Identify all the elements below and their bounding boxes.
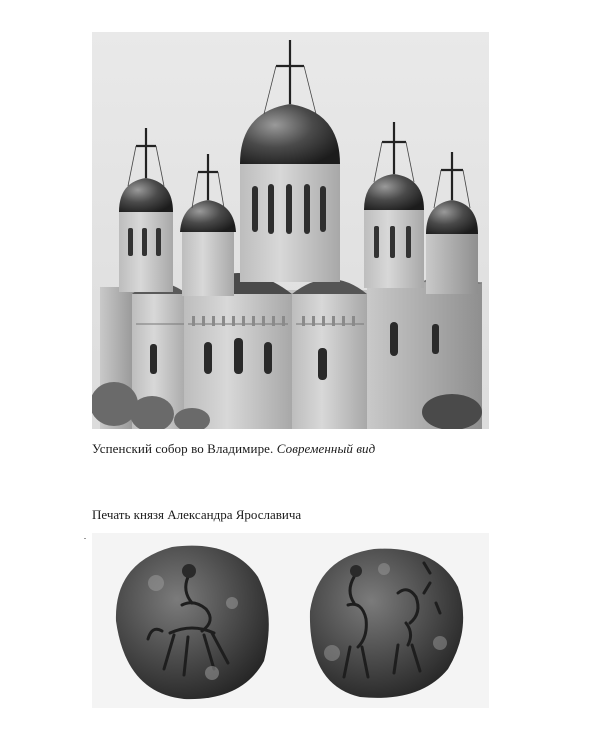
seal-reverse <box>310 549 463 698</box>
caption-main-text: Успенский собор во Владимире. <box>92 441 274 456</box>
cathedral-photo <box>92 32 489 429</box>
photo-caption <box>92 441 375 457</box>
seal-caption: Печать князя Александра Ярославича <box>92 507 302 522</box>
margin-mark <box>84 538 86 539</box>
caption-italic-text: Современный вид <box>276 441 376 456</box>
seal-obverse <box>116 546 269 699</box>
seal-images <box>92 533 489 708</box>
